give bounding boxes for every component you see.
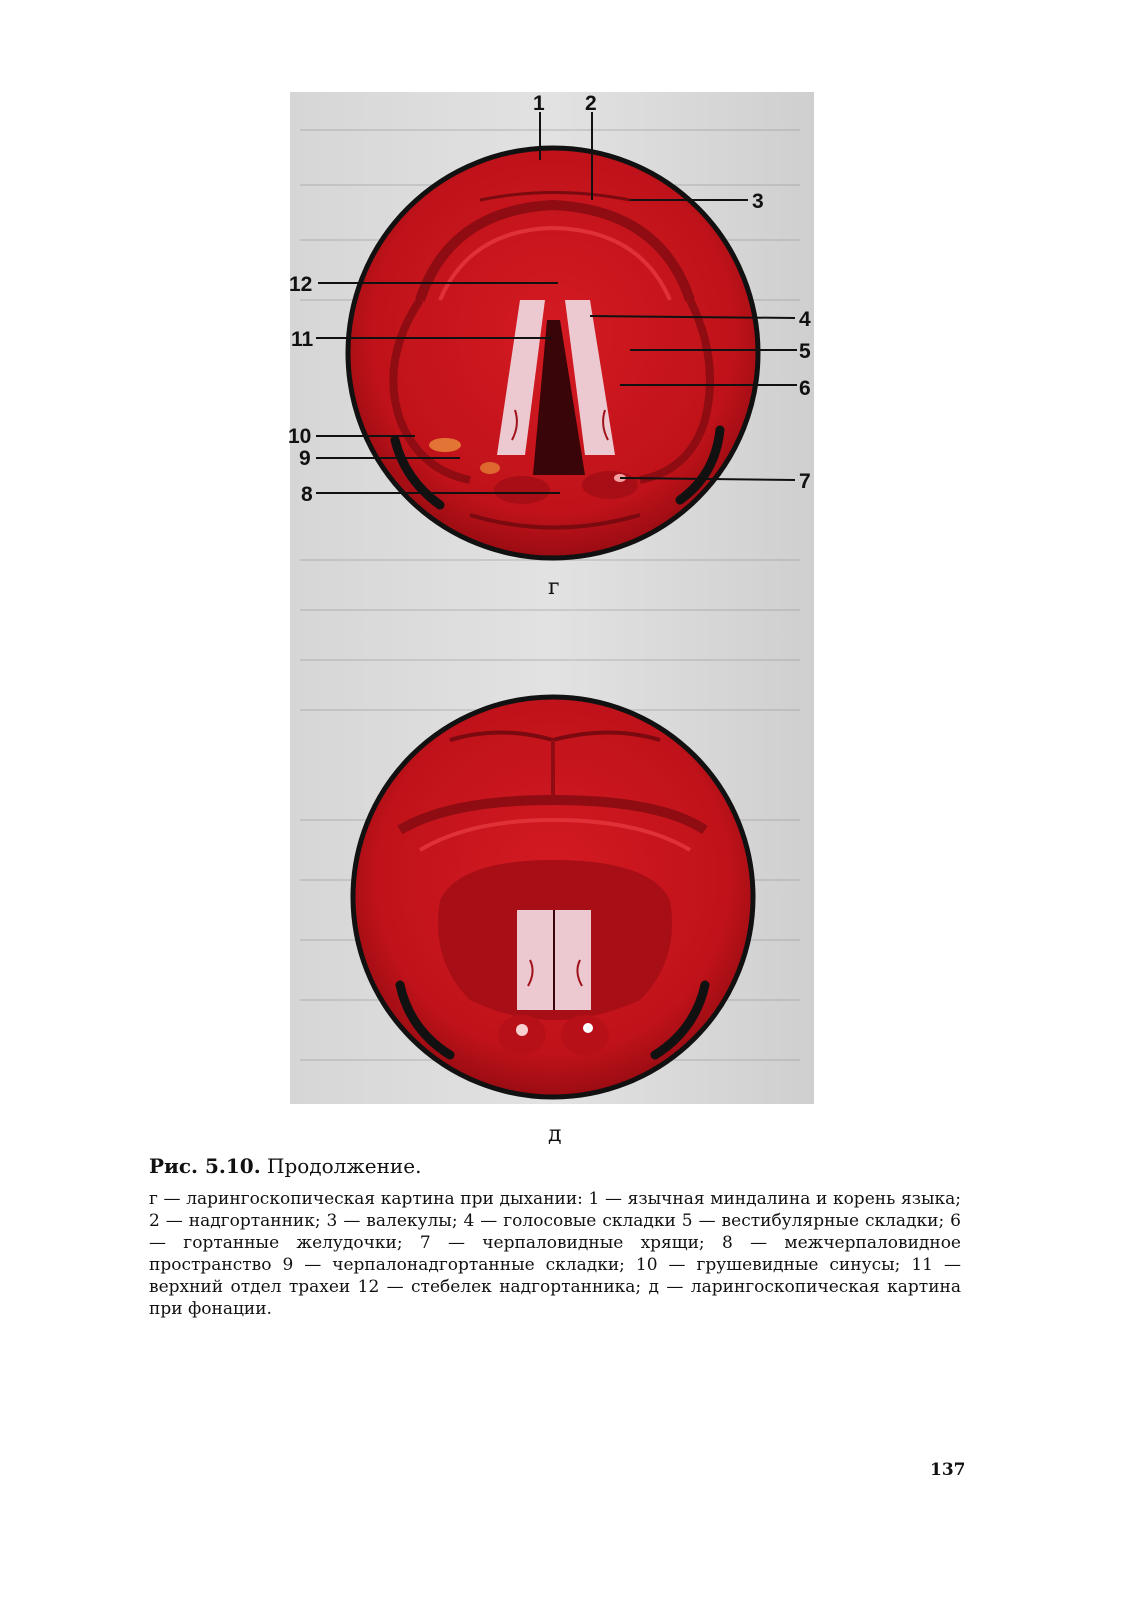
figure-number: Рис. 5.10. bbox=[149, 1154, 261, 1178]
panel-label-g: г bbox=[548, 575, 560, 600]
figure-caption-rest: Продолжение. bbox=[260, 1154, 422, 1178]
callout-2: 2 bbox=[585, 92, 597, 115]
callout-3: 3 bbox=[752, 190, 764, 213]
panel-phonation bbox=[353, 697, 753, 1097]
page-number: 137 bbox=[930, 1460, 966, 1480]
callout-9: 9 bbox=[299, 447, 311, 470]
callout-4: 4 bbox=[799, 308, 811, 331]
callout-7: 7 bbox=[799, 470, 811, 493]
callout-12: 12 bbox=[289, 273, 313, 296]
callout-5: 5 bbox=[799, 340, 811, 363]
figure-caption-title bbox=[149, 1154, 421, 1178]
callout-1: 1 bbox=[533, 92, 545, 115]
callout-8: 8 bbox=[301, 483, 313, 506]
callout-6: 6 bbox=[799, 377, 811, 400]
callout-11: 11 bbox=[291, 328, 314, 351]
figure-legend: г — ларингоскопическая картина при дыхании: 1 — язычная миндалина и корень языка; 2 — надгортанник; 3 — валекулы; 4 — голосовые складки 5 — вестибулярные складки; 6 — гортанные желудочки; 7 — черпаловидные хрящи; 8 — межчерпаловидное пространство 9 — черпалонадгортанные складки; 10 — грушевидные синусы; 11 — верхний отдел трахеи 12 — стебелек надгортанника; д — ларингоскопическая картина при фонации. bbox=[149, 1189, 961, 1319]
panel-label-d: д bbox=[548, 1122, 562, 1147]
callout-10: 10 bbox=[288, 425, 312, 448]
